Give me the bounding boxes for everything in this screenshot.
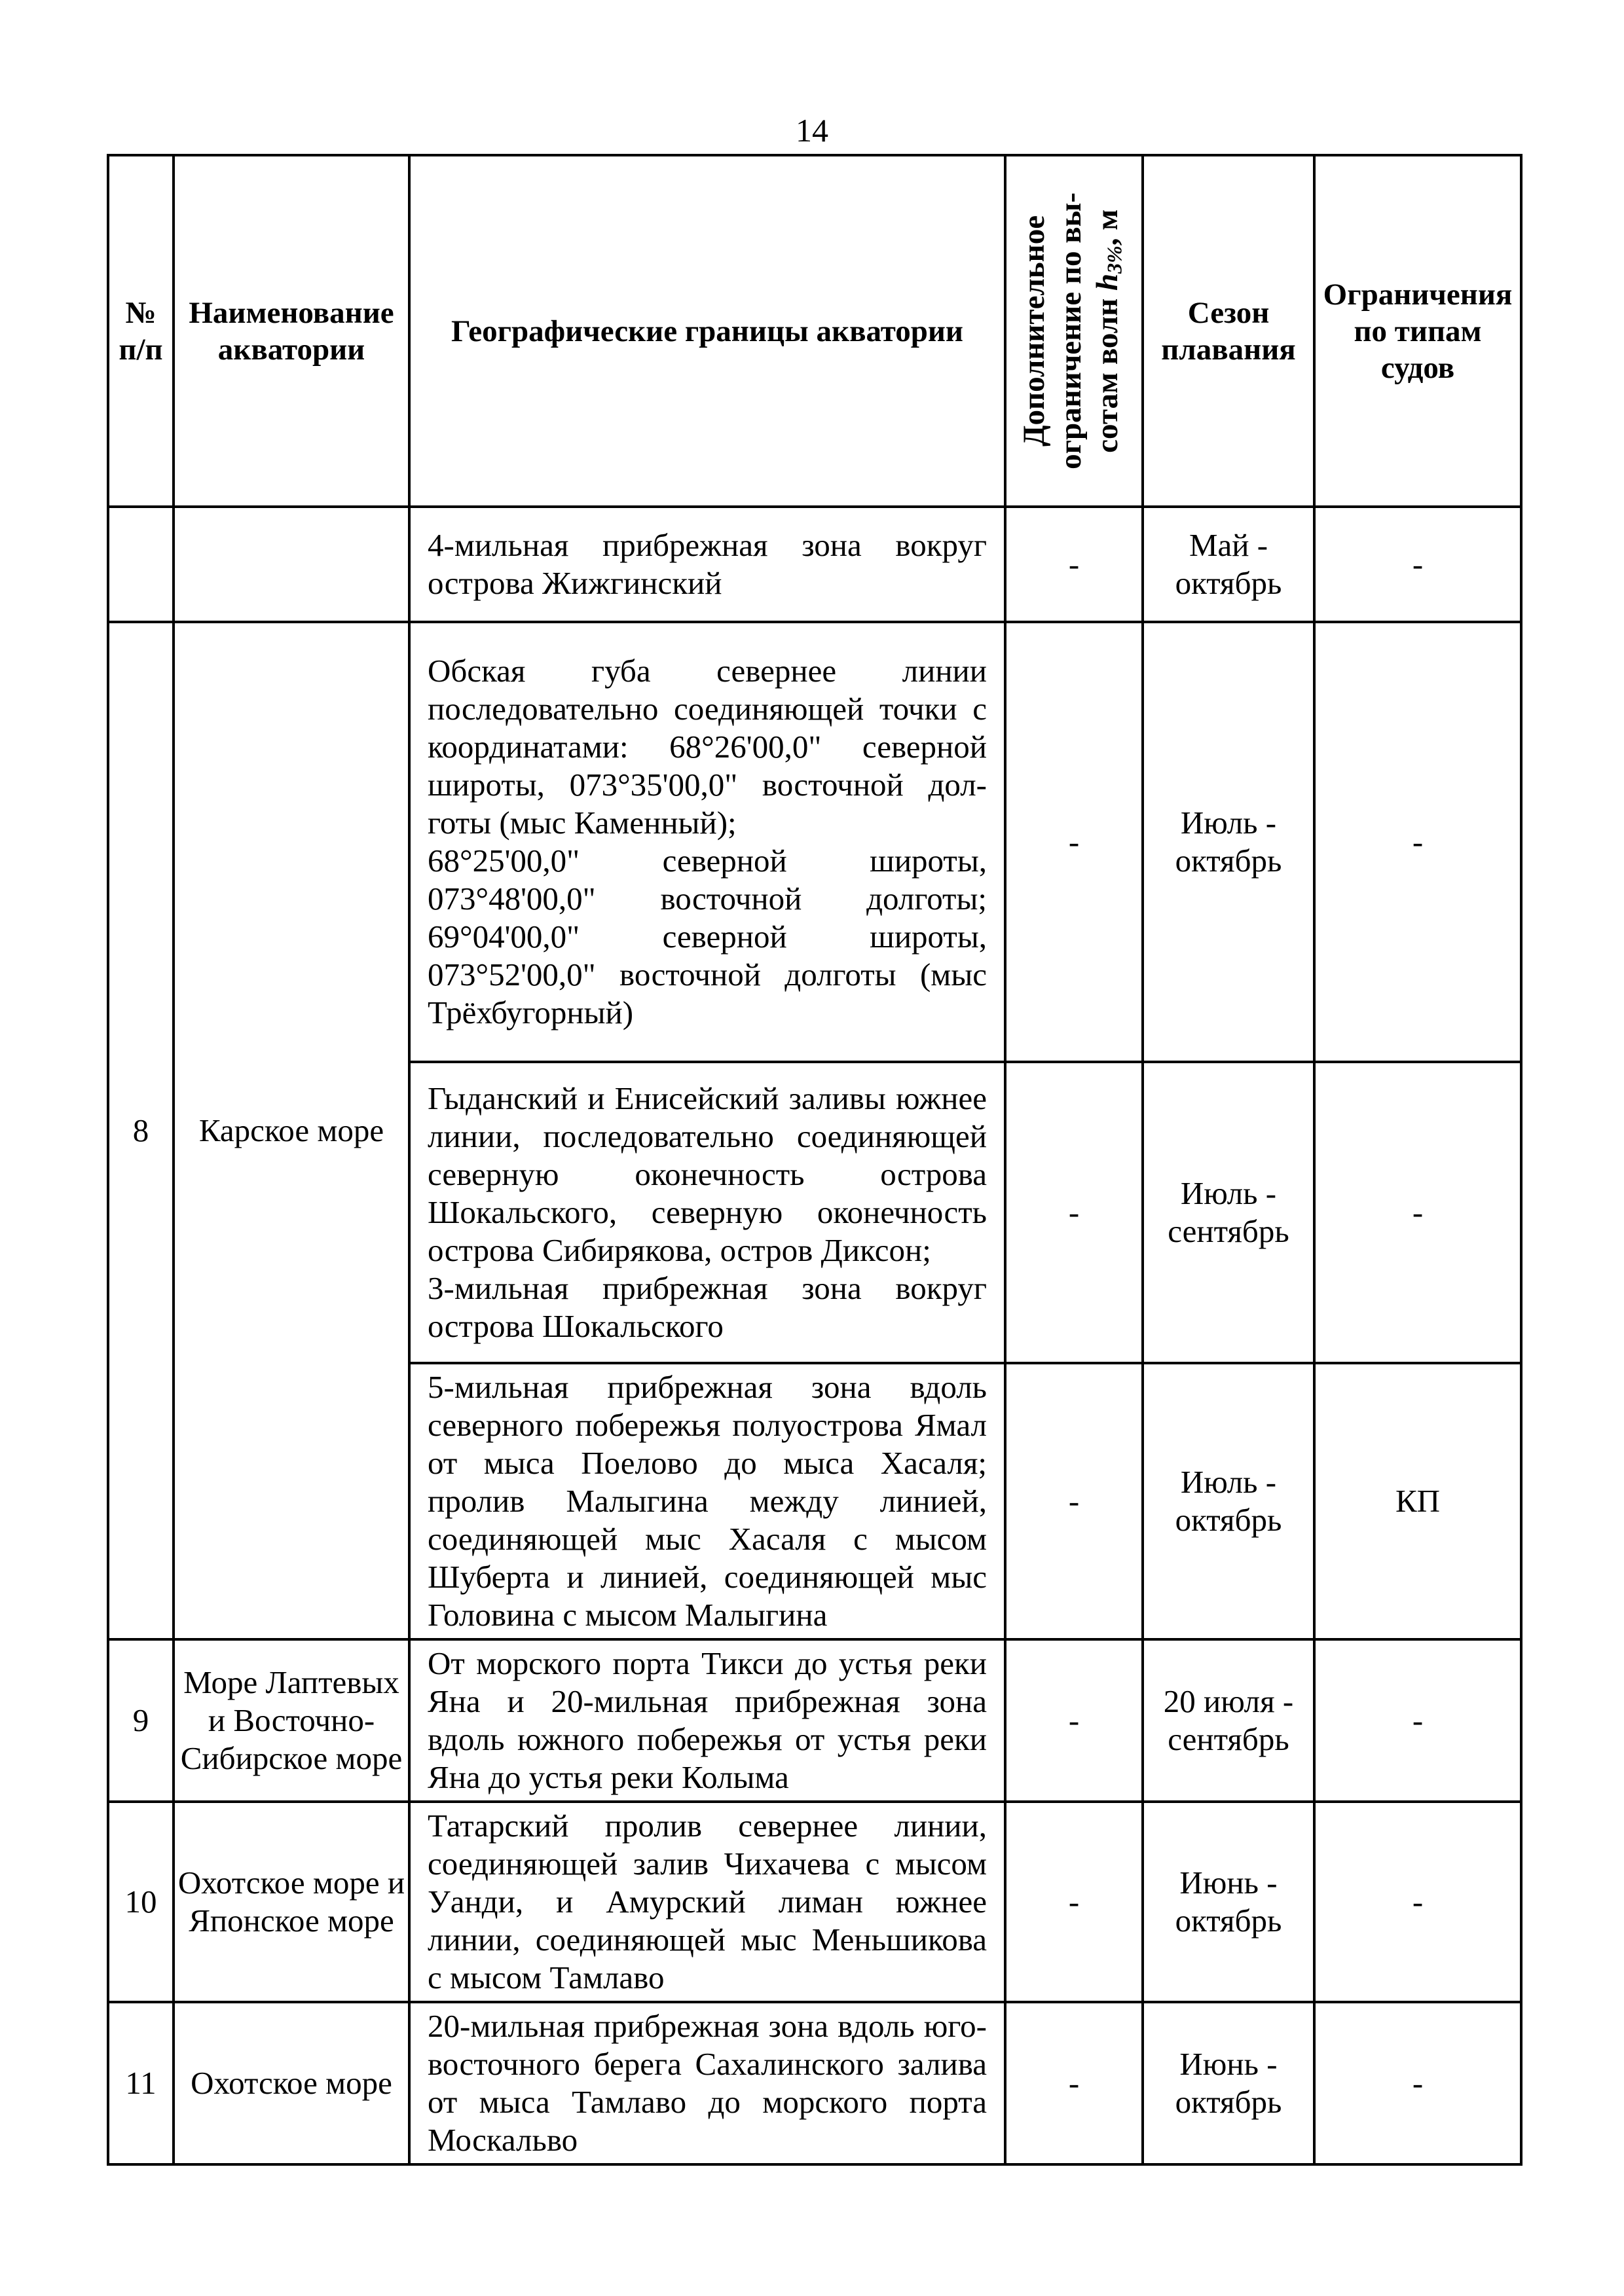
row-wave-limit: - (1005, 622, 1143, 1062)
row-name: Охотское море (174, 2002, 409, 2164)
header-wave-limit (1005, 155, 1143, 507)
row-name: Карское море (174, 622, 409, 1639)
page-number: 14 (796, 112, 828, 149)
table-row (108, 1802, 1521, 2002)
geo-paragraph: Гыданский и Енисейский заливы южнее линии, последовательно соединяющей северную оконечность острова Шокальского, северную оконечность острова Сибирякова, остров Диксон; (428, 1080, 987, 1268)
row-num: 11 (108, 2002, 174, 2164)
row-geo (409, 1363, 1005, 1639)
row-geo (409, 2002, 1005, 2164)
header-num: № п/п (108, 155, 174, 507)
row-season: Июнь - октябрь (1143, 1802, 1314, 2002)
row-restriction: - (1314, 1062, 1521, 1363)
row-season: Май - октябрь (1143, 507, 1314, 622)
row-season: 20 июля - сентябрь (1143, 1639, 1314, 1802)
row-season: Июль - октябрь (1143, 1363, 1314, 1639)
table-row (108, 2002, 1521, 2164)
header-wave-line3-prefix: сотам волн (1090, 290, 1124, 453)
geo-paragraph: 5-мильная прибрежная зона вдоль северного побережья полуострова Ямал от мыса Поелово до мыса Хасаля; пролив Малыгина между линией, соединяющей мыс Хасаля с мысом Шуберта и линией, соединяющей мыс Головина с мысом Малыгина (428, 1369, 987, 1633)
row-restriction: - (1314, 1802, 1521, 2002)
row-num: 9 (108, 1639, 174, 1802)
row-season: Июль - октябрь (1143, 622, 1314, 1062)
header-name: Наименование акватории (174, 155, 409, 507)
row-wave-limit: - (1005, 2002, 1143, 2164)
header-wave-subscript: 3% (1102, 245, 1126, 274)
row-season: Июль - сентябрь (1143, 1062, 1314, 1363)
row-restriction: - (1314, 507, 1521, 622)
geo-paragraph: Обская губа севернее линии последовательно соединяющей точки с координатами: 68°26'00,0" северной широты, 073°35'00,0" восточной дол-готы (мыс Каменный); (428, 653, 987, 841)
table-row (108, 1639, 1521, 1802)
geo-paragraph: 20-мильная прибрежная зона вдоль юго-восточного берега Сахалинского залива от мыса Тамлаво до морского порта Москальво (428, 2008, 987, 2158)
row-geo (409, 1062, 1005, 1363)
geo-paragraph: 4-мильная прибрежная зона вокруг острова Жижгинский (428, 527, 987, 601)
header-restrictions: Ограничения по типам судов (1314, 155, 1521, 507)
row-name: Охотское море и Японское море (174, 1802, 409, 2002)
row-name (174, 507, 409, 622)
header-wave-line1: Дополнительное (1016, 215, 1051, 446)
row-restriction: - (1314, 622, 1521, 1062)
table-row (108, 507, 1521, 622)
geo-paragraph: 68°25'00,0" северной широты, 073°48'00,0" восточной долготы; 69°04'00,0" северной широты, 073°52'00,0" восточной долготы (мыс Трёхбугорный) (428, 843, 987, 1030)
header-wave-symbol: h (1090, 273, 1124, 291)
row-geo (409, 1802, 1005, 2002)
header-geo: Географические границы акватории (409, 155, 1005, 507)
row-name: Море Лаптевых и Восточно-Сибирское море (174, 1639, 409, 1802)
row-restriction: КП (1314, 1363, 1521, 1639)
table-row (108, 622, 1521, 1062)
row-wave-limit: - (1005, 1062, 1143, 1363)
table-header-row (108, 155, 1521, 507)
row-wave-limit: - (1005, 1639, 1143, 1802)
row-num (108, 507, 174, 622)
geo-paragraph: Татарский пролив севернее линии, соединяющей залив Чихачева с мысом Уанди, и Амурский лиман южнее линии, соединяющей мыс Меньшикова с мысом Тамлаво (428, 1808, 987, 1995)
row-num: 10 (108, 1802, 174, 2002)
header-wave-line2: ограничение по вы- (1053, 192, 1088, 469)
water-areas-table (107, 154, 1522, 2166)
row-season: Июнь - октябрь (1143, 2002, 1314, 2164)
geo-paragraph: 3-мильная прибрежная зона вокруг острова Шокальского (428, 1270, 987, 1344)
row-geo (409, 622, 1005, 1062)
row-num: 8 (108, 622, 174, 1639)
row-wave-limit: - (1005, 1363, 1143, 1639)
row-restriction: - (1314, 1639, 1521, 1802)
header-season: Сезон плавания (1143, 155, 1314, 507)
row-geo (409, 507, 1005, 622)
row-wave-limit: - (1005, 1802, 1143, 2002)
row-restriction: - (1314, 2002, 1521, 2164)
row-wave-limit: - (1005, 507, 1143, 622)
header-wave-line3-suffix: , м (1090, 209, 1124, 246)
geo-paragraph: От морского порта Тикси до устья реки Яна и 20-мильная прибрежная зона вдоль южного побережья от устья реки Яна до устья реки Колыма (428, 1645, 987, 1795)
row-geo (409, 1639, 1005, 1802)
